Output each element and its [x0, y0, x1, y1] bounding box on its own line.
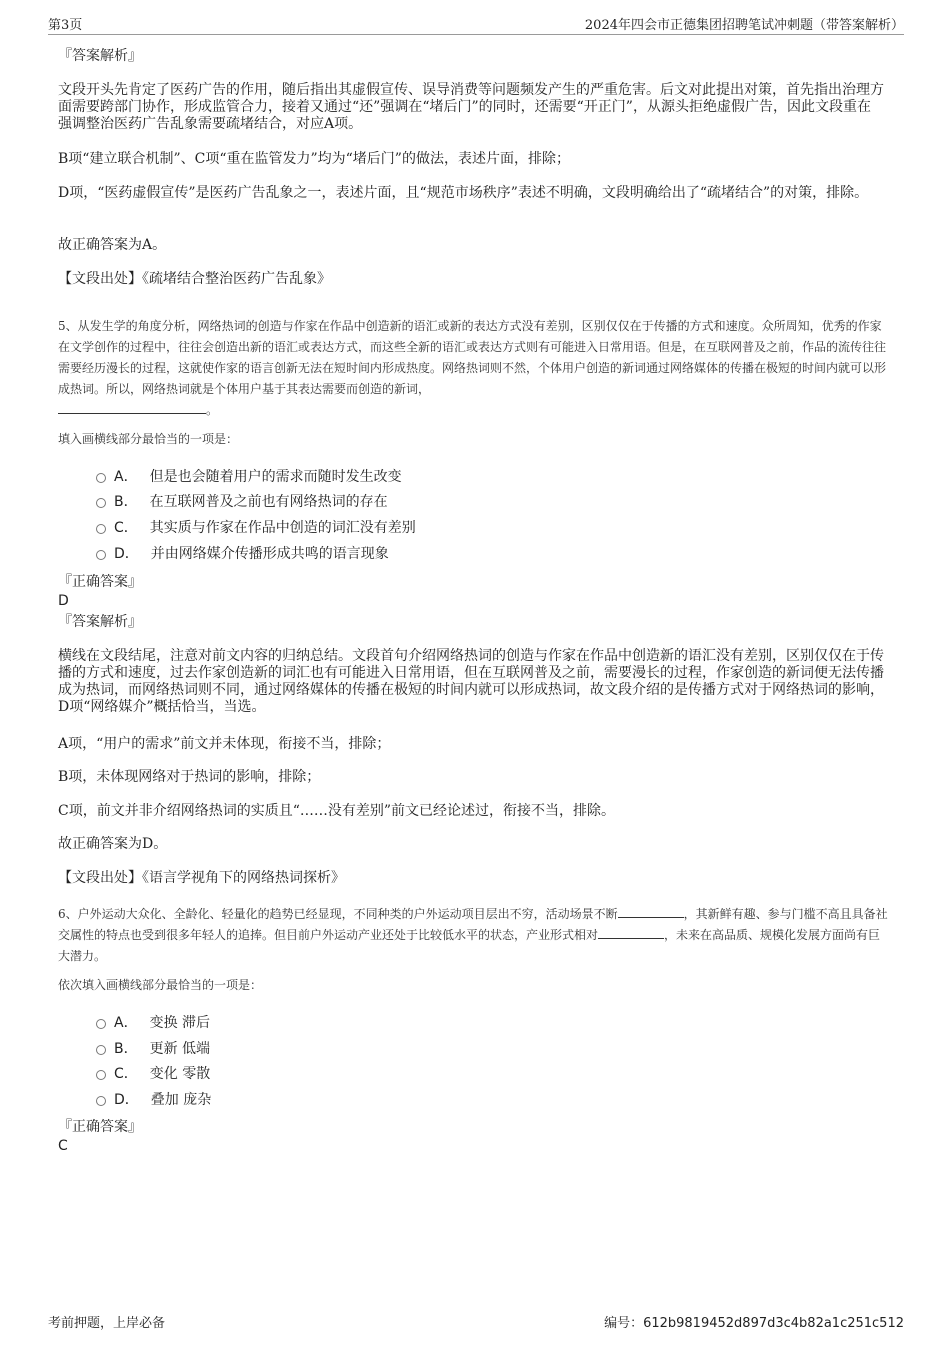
- q4-analysis-p4: 故正确答案为A。: [58, 237, 167, 253]
- footer-slogan: 考前押题，上岸必备: [48, 1316, 166, 1331]
- q5-analysis-a1: 横线在文段结尾，注意对前文内容的归纳总结。文段首句介绍网络热词的创造与作家在作品中创造新的语汇没有差别，区别仅仅在于传播的方式和速度，过去作家创造新的词汇也有可能进入日常用语，但在互联网普及之前，需要漫长的过程，作家创造的新词便无法传播成为热词，而网络热词则不同，通过网络媒体的传播在极短的时间内就可以形成热词，故文段介绍的是传播方式对于网络热词的影响，D项“网络媒介”概括恰当，当选。: [58, 648, 884, 715]
- q6-option-d[interactable]: [96, 1090, 211, 1110]
- option-key: D．: [114, 1092, 139, 1108]
- page-number: 第3页: [48, 18, 83, 33]
- q4-analysis-p2: B项“建立联合机制”、C项“重在监管发力”均为“堵后门”的做法，表述片面，排除；: [58, 151, 570, 167]
- q6-blank-1: [618, 905, 684, 918]
- option-key: A．: [114, 469, 138, 485]
- q5-analysis-a2: A项，“用户的需求”前文并未体现，衔接不当，排除；: [58, 736, 391, 752]
- q6-option-b[interactable]: [96, 1039, 210, 1059]
- q5-answer-label: 『正确答案』: [58, 574, 142, 590]
- option-text: 变化 零散: [149, 1066, 211, 1082]
- q4-source: 【文段出处】《疏堵结合整治医药广告乱象》: [58, 271, 331, 287]
- q5-option-c[interactable]: [96, 518, 416, 538]
- q5-option-a[interactable]: [96, 467, 402, 487]
- q5-analysis-a3: B项，未体现网络对于热词的影响，排除；: [58, 769, 321, 785]
- radio-icon[interactable]: [96, 550, 106, 560]
- q5-answer: D: [58, 593, 69, 609]
- radio-icon[interactable]: [96, 498, 106, 508]
- option-text: 在互联网普及之前也有网络热词的存在: [149, 494, 388, 510]
- option-text: 但是也会随着用户的需求而随时发生改变: [149, 469, 402, 485]
- radio-icon[interactable]: [96, 473, 106, 483]
- q4-analysis-p3: D项，“医药虚假宣传”是医药广告乱象之一，表述片面，且“规范市场秩序”表述不明确，文段明确给出了“疏堵结合”的对策，排除。: [58, 185, 869, 201]
- q5-analysis-a4: C项，前文并非介绍网络热词的实质且“……没有差别”前文已经论述过，衔接不当，排除。: [58, 803, 616, 819]
- q6-blank-2: [598, 926, 664, 939]
- q4-analysis-p1: 文段开头先肯定了医药广告的作用，随后指出其虚假宣传、误导消费等问题频发产生的严重危害。后文对此提出对策，首先指出治理方面需要跨部门协作，形成监管合力，接着又通过“还”强调在“堵后门”的同时，还需要“开正门”，从源头拒绝虚假广告，因此文段重在强调整治医药广告乱象需要疏堵结合，对应A项。: [58, 82, 884, 132]
- q6-stem-part: 6、户外运动大众化、全龄化、轻量化的趋势已经显现，不同种类的户外运动项目层出不穷，活动场景不断: [58, 907, 618, 921]
- q5-option-b[interactable]: [96, 492, 388, 512]
- q5-analysis-label: 『答案解析』: [58, 614, 142, 630]
- radio-icon[interactable]: [96, 524, 106, 534]
- q5-stem-end: 。: [206, 403, 219, 417]
- q5-prompt: 填入画横线部分最恰当的一项是：: [58, 432, 239, 446]
- option-key: B．: [114, 494, 138, 510]
- q6-prompt: 依次填入画横线部分最恰当的一项是：: [58, 978, 263, 992]
- page-header: [48, 12, 904, 35]
- q5-option-d[interactable]: [96, 544, 389, 564]
- option-text: 变换 滞后: [149, 1015, 211, 1031]
- document-id: 编号：612b9819452d897d3c4b82a1c251c512: [604, 1316, 904, 1331]
- q4-analysis-label: 『答案解析』: [58, 48, 142, 64]
- option-text: 其实质与作家在作品中创造的词汇没有差别: [149, 520, 416, 536]
- q5-stem: [58, 316, 888, 421]
- document-title: 2024年四会市正德集团招聘笔试冲刺题（带答案解析）: [584, 18, 904, 33]
- option-key: A．: [114, 1015, 138, 1031]
- q6-answer: C: [58, 1138, 68, 1154]
- q6-stem: [58, 904, 888, 967]
- option-key: B．: [114, 1041, 138, 1057]
- q6-option-c[interactable]: [96, 1064, 210, 1084]
- option-text: 更新 低端: [149, 1041, 211, 1057]
- radio-icon[interactable]: [96, 1045, 106, 1055]
- option-text: 叠加 庞杂: [150, 1092, 212, 1108]
- radio-icon[interactable]: [96, 1019, 106, 1029]
- option-key: C．: [114, 1066, 138, 1082]
- q5-source: 【文段出处】《语言学视角下的网络热词探析》: [58, 870, 345, 886]
- q6-stem-part: ，其新鲜有趣、参与门槛不高且具备社交属性的特点也受到很多年轻人的追捧。但目前户外运动产业还处于比较低水平的状态，产业形式相对: [58, 907, 888, 942]
- q5-analysis-a5: 故正确答案为D。: [58, 836, 168, 852]
- q5-stem-text: 5、从发生学的角度分析，网络热词的创造与作家在作品中创造新的语汇或新的表达方式没有差别，区别仅仅在于传播的方式和速度。众所周知，优秀的作家在文学创作的过程中，往往会创造出新的语汇或表达方式，而这些全新的语汇或表达方式则有可能进入日常用语。但是，在互联网普及之前，作品的流传往往需要经历漫长的过程，这就使作家的语言创新无法在短时间内形成热度。网络热词则不然，个体用户创造的新词通过网络媒体的传播在极短的时间内就可以形成热词。所以，网络热词就是个体用户基于其表达需要而创造的新词，: [58, 319, 887, 396]
- q6-answer-label: 『正确答案』: [58, 1119, 142, 1135]
- option-key: D．: [114, 546, 139, 562]
- radio-icon[interactable]: [96, 1070, 106, 1080]
- q6-stem-part: ，未来在高品质、规模化发展方面尚有巨大潜力。: [58, 928, 881, 963]
- option-key: C．: [114, 520, 138, 536]
- q5-blank: [58, 401, 206, 414]
- option-text: 并由网络媒介传播形成共鸣的语言现象: [150, 546, 389, 562]
- q6-option-a[interactable]: [96, 1013, 210, 1033]
- radio-icon[interactable]: [96, 1096, 106, 1106]
